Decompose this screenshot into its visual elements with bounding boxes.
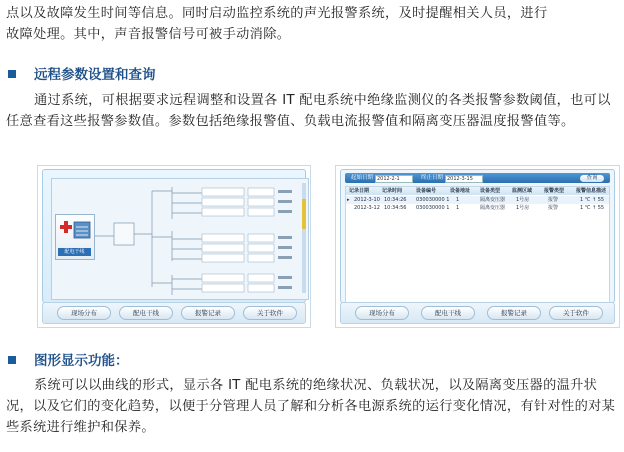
section-heading-remote bbox=[8, 63, 156, 83]
end-date-input[interactable]: 2012-3-15 bbox=[445, 175, 483, 183]
section-body-graph: 系统可以以曲线的形式，显示各 IT 配电系统的绝缘状况、负载状况，以及隔离变压器的温升状况，以及它们的变化趋势，以便于分管理人员了解和分析各电源系统的运行变化情况，有针对性的对某些系统进行维护和保养。 bbox=[6, 378, 616, 435]
left-nav-bar bbox=[42, 302, 306, 324]
medical-cross-icon bbox=[60, 221, 72, 233]
distribution-cabinet-button[interactable] bbox=[55, 214, 95, 260]
cell-device-id: 030030000 1 bbox=[416, 205, 450, 211]
section-heading-graph bbox=[8, 349, 129, 369]
cabinet-label: 配电干线 bbox=[58, 248, 91, 256]
records-panel bbox=[340, 169, 615, 303]
cell-date: 2012-3-10 bbox=[354, 197, 380, 203]
cell-area: 1号房 bbox=[516, 197, 530, 203]
section-title-remote: 远程参数设置和查询 bbox=[34, 67, 156, 83]
cell-time: 10:34:26 bbox=[384, 197, 407, 203]
nav-alarm-records[interactable]: 报警记录 bbox=[181, 306, 235, 320]
nav-about-software[interactable]: 关于软件 bbox=[549, 306, 603, 320]
end-date-label: 终止日期 bbox=[421, 175, 444, 181]
cell-address: 1 bbox=[456, 205, 460, 211]
cell-address: 1 bbox=[456, 197, 460, 203]
col-record-time[interactable]: 记录时间 bbox=[382, 188, 403, 194]
nav-about-software[interactable]: 关于软件 bbox=[243, 306, 297, 320]
server-rack-icon bbox=[73, 221, 91, 239]
section-title-graph: 图形显示功能： bbox=[34, 353, 129, 369]
cell-type: 隔离变压器 bbox=[480, 205, 506, 211]
nav-distribution-trunk[interactable]: 配电干线 bbox=[119, 306, 173, 320]
row-selector-icon: ▸ bbox=[347, 197, 350, 203]
section-body-remote: 通过系统，可根据要求远程调整和设置各 IT 配电系统中绝缘监测仪的各类报警参数阈值，也可以任意查看这些报警参数值。参数包括绝缘报警值、负载电流报警值和隔离变压器温度报警值等。 bbox=[6, 93, 611, 129]
alarm-records-table bbox=[345, 186, 610, 304]
col-alarm-desc[interactable]: 报警信息描述 bbox=[576, 188, 607, 194]
diagram-scrollbar-thumb[interactable] bbox=[302, 199, 306, 229]
records-screenshot bbox=[335, 165, 620, 328]
wiring-diagram bbox=[51, 178, 309, 300]
cell-date: 2012-3-12 bbox=[354, 205, 380, 211]
col-monitor-area[interactable]: 监测区域 bbox=[512, 188, 533, 194]
diagram-panel bbox=[42, 169, 306, 303]
intro-line-1: 点以及故障发生时间等信息。同时启动监控系统的声光报警系统，及时提醒相关人员，进行 bbox=[6, 6, 548, 21]
col-device-id[interactable]: 设备编号 bbox=[416, 188, 437, 194]
diagram-screenshot bbox=[37, 165, 311, 328]
query-button[interactable]: 查询 bbox=[580, 175, 604, 182]
nav-site-distribution[interactable]: 现场分布 bbox=[355, 306, 409, 320]
nav-distribution-trunk[interactable]: 配电干线 bbox=[421, 306, 475, 320]
cell-desc: 1 ℃ ↑ 55 bbox=[580, 197, 605, 203]
intro-line-2: 故障处理。其中，声音报警信号可被手动消除。 bbox=[6, 27, 291, 42]
cell-area: 1号房 bbox=[516, 205, 530, 211]
col-device-type[interactable]: 设备类型 bbox=[480, 188, 501, 194]
start-date-label: 起始日期 bbox=[351, 175, 374, 181]
start-date-input[interactable]: 2012-2-1 bbox=[375, 175, 413, 183]
intro-paragraph bbox=[6, 3, 618, 45]
nav-site-distribution[interactable]: 现场分布 bbox=[57, 306, 111, 320]
cell-alarm: 报警 bbox=[548, 197, 559, 203]
col-record-date[interactable]: 记录日期 bbox=[349, 188, 370, 194]
table-header bbox=[346, 187, 609, 195]
right-nav-bar bbox=[340, 302, 615, 324]
square-bullet-icon bbox=[8, 70, 16, 78]
query-toolbar bbox=[345, 173, 610, 183]
cell-desc: 1 ℃ ↑ 55 bbox=[580, 205, 605, 211]
cell-time: 10:34:56 bbox=[384, 205, 407, 211]
nav-alarm-records[interactable]: 报警记录 bbox=[487, 306, 541, 320]
cell-alarm: 报警 bbox=[548, 205, 559, 211]
table-row[interactable] bbox=[346, 204, 609, 212]
col-alarm-type[interactable]: 报警类型 bbox=[544, 188, 565, 194]
square-bullet-icon bbox=[8, 356, 16, 364]
table-row[interactable] bbox=[346, 196, 609, 204]
cell-type: 隔离变压器 bbox=[480, 197, 506, 203]
col-device-address[interactable]: 设备地址 bbox=[450, 188, 471, 194]
cell-device-id: 030030000 1 bbox=[416, 197, 450, 203]
